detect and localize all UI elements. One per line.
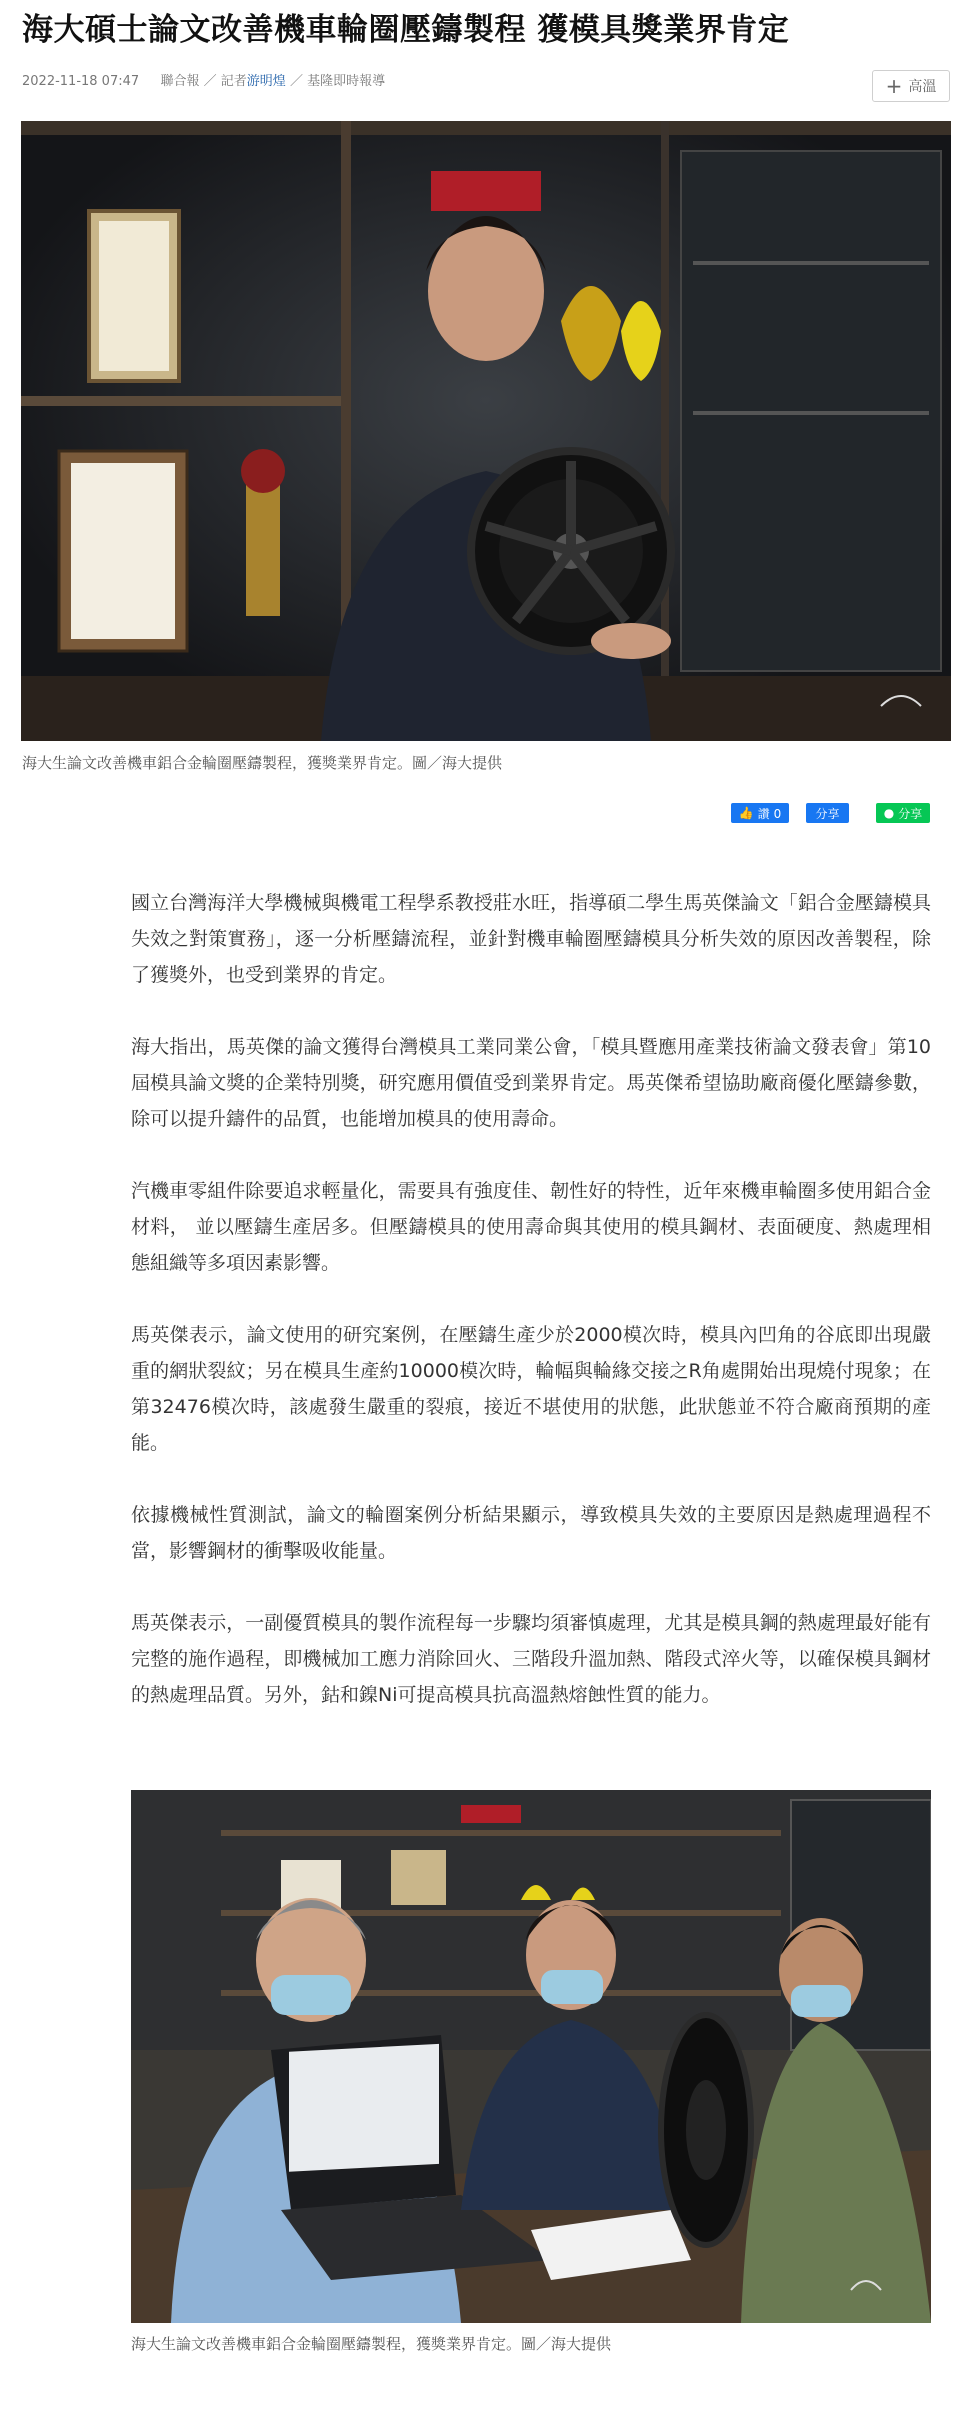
news-desk: 基隆即時報導 <box>307 74 386 89</box>
paragraph: 國立台灣海洋大學機械與機電工程學系教授莊水旺，指導碩二學生馬英傑論文「鋁合金壓鑄模具失效之對策實務」，逐一分析壓鑄流程，並針對機車輪圈壓鑄模具分析失效的原因改善製程，除了獲獎外，也受到業界的肯定。 <box>131 892 931 986</box>
article-body <box>131 885 931 1749</box>
paragraph: 汽機車零組件除要追求輕量化，需要具有強度佳、韌性好的特性，近年來機車輪圈多使用鋁合金材料， 並以壓鑄生產居多。但壓鑄模具的使用壽命與其使用的模具鋼材、表面硬度、熱處理相態組織等多項因素影響。 <box>131 1180 931 1274</box>
line-share-label: 分享 <box>898 806 923 821</box>
paragraph: 馬英傑表示，一副優質模具的製作流程每一步驟均須審慎處理，尤其是模具鋼的熱處理最好能有完整的施作過程，即機械加工應力消除回火、三階段升溫加熱、階段式淬火等，以確保模具鋼材的熱處理品質。另外，鈷和鎳Ni可提高模具抗高溫熱熔蝕性質的能力。 <box>131 1612 931 1706</box>
plus-icon: + <box>885 74 903 98</box>
font-size-button[interactable] <box>872 70 950 102</box>
article-photo-secondary <box>131 1790 931 2323</box>
article-photo-main <box>21 121 951 741</box>
font-size-label: 高溫 <box>908 79 937 95</box>
reporter-prefix: 記者 <box>220 74 247 89</box>
publish-datetime: 2022-11-18 07:47 <box>22 74 140 89</box>
facebook-share-button[interactable] <box>806 803 849 823</box>
photo-main-scene <box>21 121 951 741</box>
news-source: 聯合報 <box>160 74 200 89</box>
photo-main-caption: 海大生論文改善機車鋁合金輪圈壓鑄製程，獲獎業界肯定。圖／海大提供 <box>22 754 503 772</box>
line-share-button[interactable] <box>876 803 930 823</box>
reporter-link[interactable]: 游明煌 <box>246 74 286 89</box>
photo-secondary-caption: 海大生論文改善機車鋁合金輪圈壓鑄製程，獲獎業界肯定。圖／海大提供 <box>131 2335 612 2353</box>
paragraph: 依據機械性質測試，論文的輪圈案例分析結果顯示，導致模具失效的主要原因是熱處理過程不當，影響鋼材的衝擊吸收能量。 <box>131 1504 931 1562</box>
facebook-share-label: 分享 <box>815 806 840 821</box>
article-title: 海大碩士論文改善機車輪圈壓鑄製程 獲模具獎業界肯定 <box>22 12 790 48</box>
paragraph: 海大指出，馬英傑的論文獲得台灣模具工業同業公會，「模具暨應用產業技術論文發表會」第10屆模具論文獎的企業特別獎，研究應用價值受到業界肯定。馬英傑希望協助廠商優化壓鑄參數，除可以提升鑄件的品質，也能增加模具的使用壽命。 <box>131 1036 931 1130</box>
article-meta: 2022-11-18 07:47 聯合報 ／ 記者游明煌 ／ 基隆即時報導 <box>22 74 386 89</box>
facebook-like-button[interactable] <box>731 803 789 823</box>
paragraph: 馬英傑表示，論文使用的研究案例，在壓鑄生產少於2000模次時，模具內凹角的谷底即出現嚴重的網狀裂紋；另在模具生產約10000模次時，輪幅與輪緣交接之R角處開始出現燒付現象；在第32476模次時，該處發生嚴重的裂痕，接近不堪使用的狀態，此狀態並不符合廠商預期的產能。 <box>131 1324 931 1454</box>
thumbs-up-icon: 👍 <box>738 806 754 820</box>
facebook-like-label: 讚 0 <box>757 806 782 821</box>
line-icon: ● <box>883 806 895 820</box>
photo-secondary-scene <box>131 1790 931 2323</box>
